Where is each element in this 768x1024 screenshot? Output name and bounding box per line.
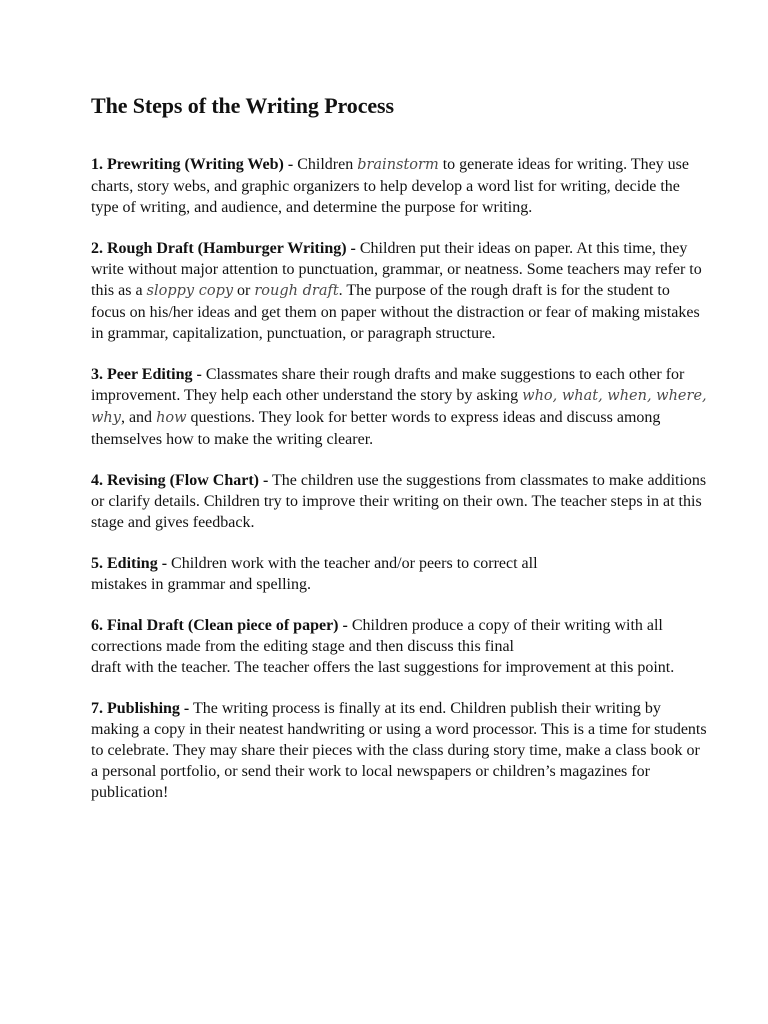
step-7 — [91, 698, 708, 803]
step-text: mistakes in grammar and spelling. — [91, 576, 311, 593]
emphasized-term: who, what, when, where, why — [91, 388, 707, 426]
step-heading: 1. Prewriting (Writing Web) - — [91, 156, 294, 173]
step-text: Children produce a copy of their writing with all corrections made from the editing stage and then discuss this final — [91, 617, 663, 655]
step-3 — [91, 364, 708, 450]
step-5 — [91, 553, 708, 595]
emphasized-term: how — [156, 410, 187, 426]
step-heading: 5. Editing - — [91, 555, 168, 572]
emphasized-term: rough draft — [254, 283, 339, 299]
step-heading: 2. Rough Draft (Hamburger Writing) - — [91, 240, 356, 257]
step-text: questions. They look for better words to express ideas and discuss among themselves how to make the writing clearer. — [91, 409, 661, 448]
emphasized-term: brainstorm — [357, 157, 439, 173]
step-paragraph — [91, 154, 708, 218]
step-paragraph — [91, 698, 708, 803]
step-paragraph — [91, 553, 708, 595]
step-paragraph — [91, 238, 708, 344]
step-1 — [91, 154, 708, 218]
step-text: Children put their ideas on paper. At this time, they write without major attention to punctuation, grammar, or neatness. Some teachers may refer to this as a — [91, 240, 702, 299]
step-text: to generate ideas for writing. They use charts, story webs, and graphic organizers to help develop a word list for writing, decide the type of writing, and audience, and determine the purpose for writing. — [91, 156, 690, 216]
step-text: or — [233, 282, 255, 299]
step-paragraph — [91, 615, 708, 678]
steps-list — [91, 154, 708, 803]
step-text: Classmates share their rough drafts and make suggestions to each other for improvement. They help each other understand the story by asking — [91, 366, 685, 404]
step-text: draft with the teacher. The teacher offers the last suggestions for improvement at this point. — [91, 659, 675, 676]
step-4 — [91, 470, 708, 533]
step-text: The writing process is finally at its end. Children publish their writing by making a copy in their neatest handwriting or using a word processor. This is a time for students to celebrate. They may share their pieces with the class during story time, make a class book or a personal portfolio, or send their work to local newspapers or children’s magazines for publication! — [91, 700, 707, 801]
step-heading: 4. Revising (Flow Chart) - — [91, 472, 269, 489]
step-paragraph — [91, 470, 708, 533]
step-text: The children use the suggestions from classmates to make additions or clarify details. Children try to improve their writing on their own. The teacher steps in at this stage and gives feedback. — [91, 472, 707, 531]
step-heading: 6. Final Draft (Clean piece of paper) - — [91, 617, 348, 634]
step-6 — [91, 615, 708, 678]
step-2 — [91, 238, 708, 344]
step-text: Children — [293, 156, 358, 173]
step-text: , and — [120, 409, 157, 426]
step-text: Children work with the teacher and/or peers to correct all — [167, 555, 538, 572]
step-text: . The purpose of the rough draft is for the student to focus on his/her ideas and get them on paper without the distraction or fear of making mistakes in grammar, capitalization, punctuation, or paragraph structure. — [91, 282, 700, 342]
document-title: The Steps of the Writing Process — [91, 93, 394, 118]
step-heading: 7. Publishing - — [91, 700, 190, 717]
emphasized-term: sloppy copy — [146, 283, 234, 299]
step-heading: 3. Peer Editing - — [91, 366, 202, 383]
step-paragraph — [91, 364, 708, 450]
